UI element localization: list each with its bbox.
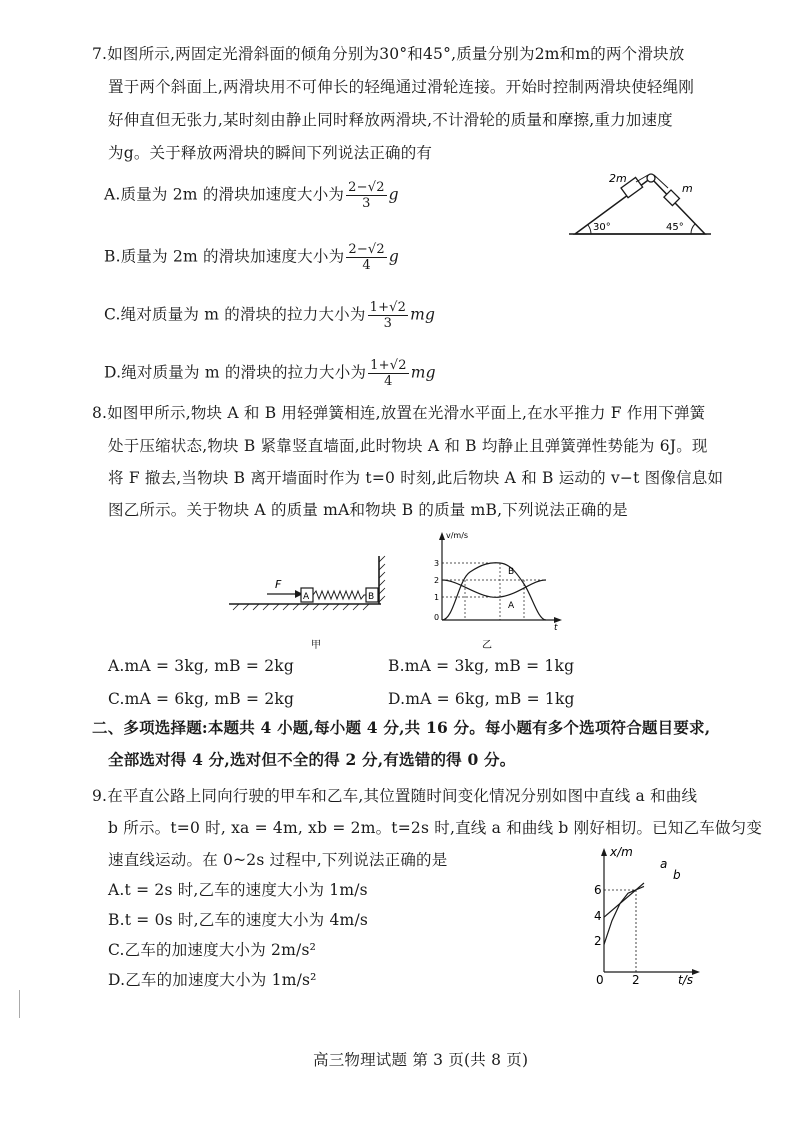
q8-vt-graph [420,528,570,656]
angle-arc-30 [588,225,591,234]
q8-line-2: 处于压缩状态,物块 B 紧靠竖直墙面,此时物块 A 和 B 均静止且弹簧弹性势能为 6J。现 [108,437,708,455]
q7-option-d: D.绳对质量为 m 的滑块的拉力大小为 $\frac{1+√2}{4}$ mg [104,358,436,389]
wall-hatch [379,556,385,602]
q9-tick-x2: 2 [632,973,640,987]
q9-label-a: a [660,857,668,871]
q8-option-d: D.mA = 6kg, mB = 1kg [388,690,575,708]
q9-tick-4: 4 [594,909,602,923]
q9-xt-graph [588,842,708,987]
q9-line-a [604,883,644,917]
q8-line-3: 将 F 撤去,当物块 B 离开墙面时作为 t=0 时刻,此后物块 A 和 B 运动的 v−t 图像信息如 [108,469,724,487]
q9-line-2: b 所示。t=0 时, xa = 4m, xb = 2m。t=2s 时,直线 a 和曲线 b 刚好相切。已知乙车做匀变 [108,819,763,837]
q8-line-1: 8.如图甲所示,物块 A 和 B 用轻弹簧相连,放置在光滑水平面上,在水平推力 F 作用下弹簧 [92,404,706,422]
q9-tick-2: 2 [594,934,602,948]
angle-arc-45 [691,224,695,234]
label-curve-b: B [508,567,515,577]
q8-option-b: B.mA = 3kg, mB = 1kg [388,657,575,675]
q8-option-c: C.mA = 6kg, mB = 2kg [108,690,295,708]
label-2m: 2m [609,172,627,185]
q9-tick-0: 0 [596,973,604,987]
q8-spring-figure [225,548,395,658]
tick-2: 2 [434,576,440,585]
label-force-f: F [275,578,282,591]
q9-line-3: 速直线运动。在 0~2s 过程中,下列说法正确的是 [108,851,448,869]
q9-x-arrow [692,969,700,975]
q7-option-c: C.绳对质量为 m 的滑块的拉力大小为 $\frac{1+√2}{3}$ mg [104,300,436,331]
q9-option-b: B.t = 0s 时,乙车的速度大小为 4m/s [108,911,369,929]
q7-incline-figure [565,168,725,240]
dotted-guides [442,563,546,620]
page-footer: 高三物理试题 第 3 页(共 8 页) [313,1051,529,1069]
spring [313,591,366,599]
q9-curve-b [604,886,644,944]
label-v-axis: v/m/s [446,531,469,540]
tick-3: 3 [434,559,440,568]
tick-0: 0 [434,613,440,622]
section-2-heading: 二、多项选择题:本题共 4 小题,每小题 4 分,共 16 分。每小题有多个选项符合题目要求, [92,718,711,737]
q7-option-a: A.质量为 2m 的滑块加速度大小为 $\frac{2-√2}{3}$ g [104,180,399,211]
label-t-axis: t [554,623,558,633]
q8-option-a: A.mA = 3kg, mB = 2kg [108,657,294,675]
block-m [664,190,680,206]
section-2-rules: 全部选对得 4 分,选对但不全的得 2 分,有选错的得 0 分。 [108,750,516,769]
q7-line-2: 置于两个斜面上,两滑块用不可伸长的轻绳通过滑轮连接。开始时控制两滑块使轻绳刚 [108,78,695,96]
pulley [647,174,655,182]
label-30deg: 30° [593,222,611,233]
q7-line-1: 7.如图所示,两固定光滑斜面的倾角分别为30°和45°,质量分别为2m和m的两个滑块放 [92,45,685,63]
q9-tick-6: 6 [594,883,602,897]
q9-label-b: b [673,868,681,882]
q9-option-c: C.乙车的加速度大小为 2m/s² [108,941,317,959]
q9-xlabel: t/s [678,973,693,987]
floor-hatch [233,604,369,610]
label-curve-a: A [508,601,515,611]
q7-line-4: 为g。关于释放两滑块的瞬间下列说法正确的有 [108,144,433,162]
scan-edge-mark [19,990,20,1018]
q9-line-1: 9.在平直公路上同向行驶的甲车和乙车,其位置随时间变化情况分别如图中直线 a 和曲线 [92,787,698,805]
q8-line-4: 图乙所示。关于物块 A 的质量 mA和物块 B 的质量 mB,下列说法正确的是 [108,501,628,519]
tick-1: 1 [434,593,440,602]
label-45deg: 45° [666,222,684,233]
label-block-a: A [303,592,310,602]
q7-option-b: B.质量为 2m 的滑块加速度大小为 $\frac{2-√2}{4}$ g [104,242,399,273]
label-block-b: B [368,592,375,602]
curve-b [442,563,546,620]
q9-option-a: A.t = 2s 时,乙车的速度大小为 1m/s [108,881,368,899]
rope-right [654,175,668,188]
q9-y-arrow [601,848,607,856]
caption-yi: 乙 [482,640,492,651]
q9-ylabel: x/m [610,845,633,859]
q9-option-d: D.乙车的加速度大小为 1m/s² [108,971,317,989]
label-m: m [682,182,693,195]
q7-line-3: 好伸直但无张力,某时刻由静止同时释放两滑块,不计滑轮的质量和摩擦,重力加速度 [108,111,673,129]
caption-jia: 甲 [311,640,321,651]
